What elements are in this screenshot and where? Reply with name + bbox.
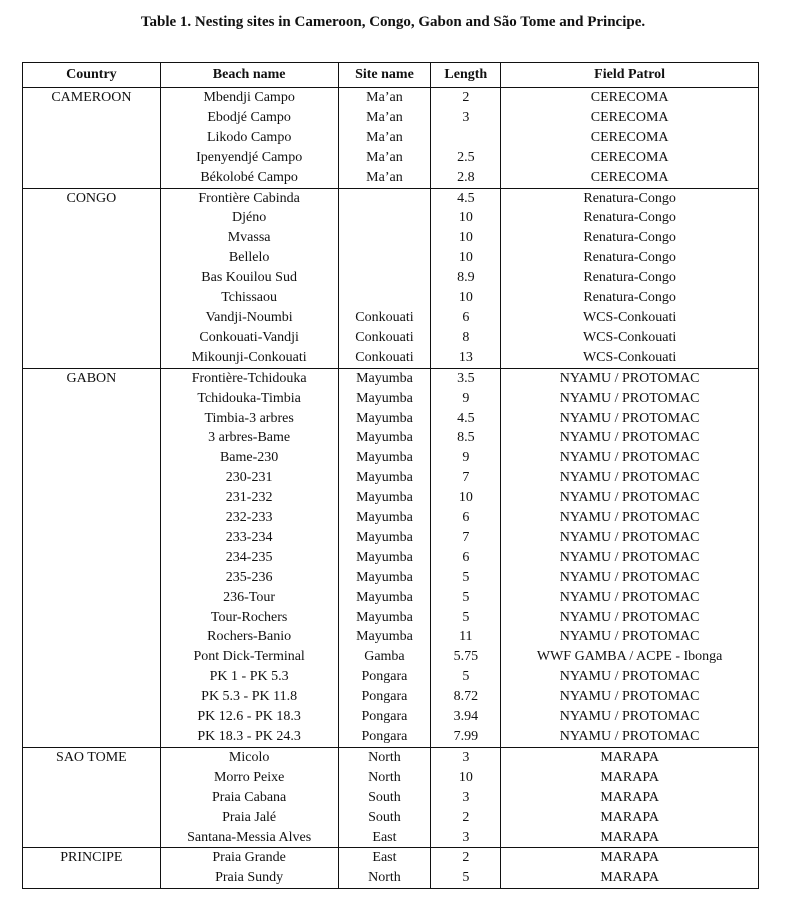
site-name-cell <box>338 268 431 288</box>
length-cell: 7.99 <box>431 727 501 747</box>
length-cell: 10 <box>431 248 501 268</box>
field-patrol-cell: MARAPA <box>501 788 759 808</box>
field-patrol-cell: Renatura-Congo <box>501 248 759 268</box>
field-patrol-cell: WCS-Conkouati <box>501 348 759 368</box>
site-name-cell: Ma’an <box>338 148 431 168</box>
country-group <box>23 848 759 889</box>
table-row <box>23 747 759 767</box>
length-cell: 5 <box>431 568 501 588</box>
length-cell: 2.8 <box>431 168 501 188</box>
beach-name-cell: Djéno <box>160 208 338 228</box>
field-patrol-cell: NYAMU / PROTOMAC <box>501 667 759 687</box>
length-cell: 8 <box>431 328 501 348</box>
length-cell: 3 <box>431 828 501 848</box>
field-patrol-cell: MARAPA <box>501 848 759 868</box>
country-cell: PRINCIPE <box>60 850 123 866</box>
length-cell: 8.5 <box>431 428 501 448</box>
header-row <box>23 63 759 88</box>
country-group <box>23 747 759 848</box>
beach-name-cell: Tour-Rochers <box>160 608 338 628</box>
field-patrol-cell: CERECOMA <box>501 168 759 188</box>
field-patrol-cell: Renatura-Congo <box>501 188 759 208</box>
beach-name-cell: Praia Jalé <box>160 808 338 828</box>
site-name-cell <box>338 288 431 308</box>
beach-name-cell: Morro Peixe <box>160 768 338 788</box>
header-site-name: Site name <box>338 63 431 88</box>
site-name-cell: Mayumba <box>338 508 431 528</box>
field-patrol-cell: NYAMU / PROTOMAC <box>501 448 759 468</box>
site-name-cell: Ma’an <box>338 128 431 148</box>
beach-name-cell: Mvassa <box>160 228 338 248</box>
length-cell: 4.5 <box>431 409 501 429</box>
country-group <box>23 188 759 368</box>
length-cell: 8.72 <box>431 687 501 707</box>
length-cell: 3.94 <box>431 707 501 727</box>
field-patrol-cell: NYAMU / PROTOMAC <box>501 707 759 727</box>
site-name-cell: Ma’an <box>338 168 431 188</box>
length-cell: 10 <box>431 768 501 788</box>
length-cell: 6 <box>431 508 501 528</box>
country-cell: CONGO <box>66 190 117 206</box>
field-patrol-cell: NYAMU / PROTOMAC <box>501 568 759 588</box>
field-patrol-cell: NYAMU / PROTOMAC <box>501 409 759 429</box>
beach-name-cell: Mbendji Campo <box>160 88 338 108</box>
length-cell: 11 <box>431 627 501 647</box>
field-patrol-cell: MARAPA <box>501 808 759 828</box>
site-name-cell: Pongara <box>338 687 431 707</box>
beach-name-cell: Békolobé Campo <box>160 168 338 188</box>
field-patrol-cell: NYAMU / PROTOMAC <box>501 468 759 488</box>
field-patrol-cell: MARAPA <box>501 828 759 848</box>
field-patrol-cell: WCS-Conkouati <box>501 328 759 348</box>
length-cell: 13 <box>431 348 501 368</box>
beach-name-cell: 3 arbres-Bame <box>160 428 338 448</box>
country-cell: CAMEROON <box>51 90 132 105</box>
site-name-cell: Mayumba <box>338 368 431 388</box>
country-cell: GABON <box>66 370 117 386</box>
site-name-cell <box>338 188 431 208</box>
site-name-cell: Ma’an <box>338 108 431 128</box>
length-cell <box>431 128 501 148</box>
beach-name-cell: Likodo Campo <box>160 128 338 148</box>
length-cell: 5 <box>431 608 501 628</box>
site-name-cell: Mayumba <box>338 588 431 608</box>
field-patrol-cell: NYAMU / PROTOMAC <box>501 389 759 409</box>
field-patrol-cell: WCS-Conkouati <box>501 308 759 328</box>
length-cell: 10 <box>431 288 501 308</box>
field-patrol-cell: NYAMU / PROTOMAC <box>501 727 759 747</box>
length-cell: 10 <box>431 208 501 228</box>
site-name-cell: Mayumba <box>338 528 431 548</box>
beach-name-cell: Tchidouka-Timbia <box>160 389 338 409</box>
length-cell: 3 <box>431 747 501 767</box>
table-caption: Table 1. Nesting sites in Cameroon, Congo, Gabon and São Tome and Principe. <box>140 14 646 30</box>
site-name-cell: South <box>338 788 431 808</box>
length-cell: 6 <box>431 308 501 328</box>
beach-name-cell: 231-232 <box>160 488 338 508</box>
site-name-cell: South <box>338 808 431 828</box>
field-patrol-cell: NYAMU / PROTOMAC <box>501 608 759 628</box>
beach-name-cell: 235-236 <box>160 568 338 588</box>
header-country: Country <box>23 63 161 88</box>
site-name-cell: North <box>338 747 431 767</box>
header-field-patrol: Field Patrol <box>501 63 759 88</box>
length-cell: 7 <box>431 528 501 548</box>
site-name-cell: East <box>338 828 431 848</box>
site-name-cell: Mayumba <box>338 608 431 628</box>
field-patrol-cell: Renatura-Congo <box>501 288 759 308</box>
site-name-cell: Mayumba <box>338 548 431 568</box>
beach-name-cell: PK 12.6 - PK 18.3 <box>160 707 338 727</box>
table-row <box>23 88 759 108</box>
beach-name-cell: Frontière-Tchidouka <box>160 368 338 388</box>
header-length: Length <box>431 63 501 88</box>
length-cell: 3 <box>431 108 501 128</box>
length-cell: 5 <box>431 868 501 888</box>
site-name-cell: Mayumba <box>338 389 431 409</box>
length-cell: 6 <box>431 548 501 568</box>
beach-name-cell: Tchissaou <box>160 288 338 308</box>
site-name-cell: North <box>338 868 431 888</box>
length-cell: 8.9 <box>431 268 501 288</box>
beach-name-cell: Pont Dick-Terminal <box>160 647 338 667</box>
field-patrol-cell: NYAMU / PROTOMAC <box>501 368 759 388</box>
field-patrol-cell: NYAMU / PROTOMAC <box>501 588 759 608</box>
beach-name-cell: Timbia-3 arbres <box>160 409 338 429</box>
beach-name-cell: PK 18.3 - PK 24.3 <box>160 727 338 747</box>
field-patrol-cell: Renatura-Congo <box>501 208 759 228</box>
field-patrol-cell: CERECOMA <box>501 148 759 168</box>
beach-name-cell: 233-234 <box>160 528 338 548</box>
field-patrol-cell: NYAMU / PROTOMAC <box>501 687 759 707</box>
field-patrol-cell: CERECOMA <box>501 88 759 108</box>
length-cell: 10 <box>431 228 501 248</box>
length-cell: 5.75 <box>431 647 501 667</box>
site-name-cell: Mayumba <box>338 627 431 647</box>
length-cell: 7 <box>431 468 501 488</box>
length-cell: 9 <box>431 389 501 409</box>
country-group <box>23 368 759 747</box>
site-name-cell: Ma’an <box>338 88 431 108</box>
site-name-cell <box>338 208 431 228</box>
beach-name-cell: Micolo <box>160 747 338 767</box>
length-cell: 5 <box>431 588 501 608</box>
beach-name-cell: Ipenyendjé Campo <box>160 148 338 168</box>
length-cell: 5 <box>431 667 501 687</box>
country-cell: SAO TOME <box>56 749 127 765</box>
site-name-cell: Mayumba <box>338 428 431 448</box>
site-name-cell: Pongara <box>338 727 431 747</box>
country-group <box>23 88 759 189</box>
site-name-cell: Conkouati <box>338 328 431 348</box>
field-patrol-cell: WWF GAMBA / ACPE - Ibonga <box>501 647 759 667</box>
beach-name-cell: Praia Grande <box>160 848 338 868</box>
site-name-cell: Mayumba <box>338 448 431 468</box>
site-name-cell: Mayumba <box>338 409 431 429</box>
site-name-cell: East <box>338 848 431 868</box>
header-beach-name: Beach name <box>160 63 338 88</box>
length-cell: 2.5 <box>431 148 501 168</box>
site-name-cell <box>338 228 431 248</box>
field-patrol-cell: NYAMU / PROTOMAC <box>501 428 759 448</box>
beach-name-cell: PK 1 - PK 5.3 <box>160 667 338 687</box>
beach-name-cell: PK 5.3 - PK 11.8 <box>160 687 338 707</box>
field-patrol-cell: NYAMU / PROTOMAC <box>501 508 759 528</box>
site-name-cell: Gamba <box>338 647 431 667</box>
site-name-cell: Conkouati <box>338 308 431 328</box>
beach-name-cell: Ebodjé Campo <box>160 108 338 128</box>
beach-name-cell: Vandji-Noumbi <box>160 308 338 328</box>
field-patrol-cell: MARAPA <box>501 747 759 767</box>
beach-name-cell: 234-235 <box>160 548 338 568</box>
field-patrol-cell: Renatura-Congo <box>501 268 759 288</box>
beach-name-cell: 230-231 <box>160 468 338 488</box>
beach-name-cell: Bellelo <box>160 248 338 268</box>
beach-name-cell: Conkouati-Vandji <box>160 328 338 348</box>
length-cell: 9 <box>431 448 501 468</box>
beach-name-cell: Mikounji-Conkouati <box>160 348 338 368</box>
length-cell: 3 <box>431 788 501 808</box>
beach-name-cell: Bame-230 <box>160 448 338 468</box>
beach-name-cell: Bas Kouilou Sud <box>160 268 338 288</box>
site-name-cell: Mayumba <box>338 468 431 488</box>
length-cell: 3.5 <box>431 368 501 388</box>
field-patrol-cell: CERECOMA <box>501 108 759 128</box>
beach-name-cell: Frontière Cabinda <box>160 188 338 208</box>
beach-name-cell: Praia Sundy <box>160 868 338 888</box>
site-name-cell: Pongara <box>338 667 431 687</box>
site-name-cell: Pongara <box>338 707 431 727</box>
field-patrol-cell: NYAMU / PROTOMAC <box>501 627 759 647</box>
field-patrol-cell: MARAPA <box>501 768 759 788</box>
field-patrol-cell: CERECOMA <box>501 128 759 148</box>
site-name-cell: Mayumba <box>338 568 431 588</box>
site-name-cell: North <box>338 768 431 788</box>
table-header <box>23 63 759 88</box>
table-row <box>23 848 759 868</box>
length-cell: 2 <box>431 808 501 828</box>
site-name-cell <box>338 248 431 268</box>
site-name-cell: Conkouati <box>338 348 431 368</box>
table-row <box>23 188 759 208</box>
length-cell: 10 <box>431 488 501 508</box>
field-patrol-cell: NYAMU / PROTOMAC <box>501 528 759 548</box>
nesting-sites-table <box>22 62 759 889</box>
beach-name-cell: 236-Tour <box>160 588 338 608</box>
length-cell: 2 <box>431 848 501 868</box>
beach-name-cell: 232-233 <box>160 508 338 528</box>
field-patrol-cell: Renatura-Congo <box>501 228 759 248</box>
length-cell: 4.5 <box>431 188 501 208</box>
field-patrol-cell: MARAPA <box>501 868 759 888</box>
field-patrol-cell: NYAMU / PROTOMAC <box>501 488 759 508</box>
table-row <box>23 368 759 388</box>
beach-name-cell: Santana-Messia Alves <box>160 828 338 848</box>
beach-name-cell: Rochers-Banio <box>160 627 338 647</box>
beach-name-cell: Praia Cabana <box>160 788 338 808</box>
field-patrol-cell: NYAMU / PROTOMAC <box>501 548 759 568</box>
site-name-cell: Mayumba <box>338 488 431 508</box>
length-cell: 2 <box>431 88 501 108</box>
